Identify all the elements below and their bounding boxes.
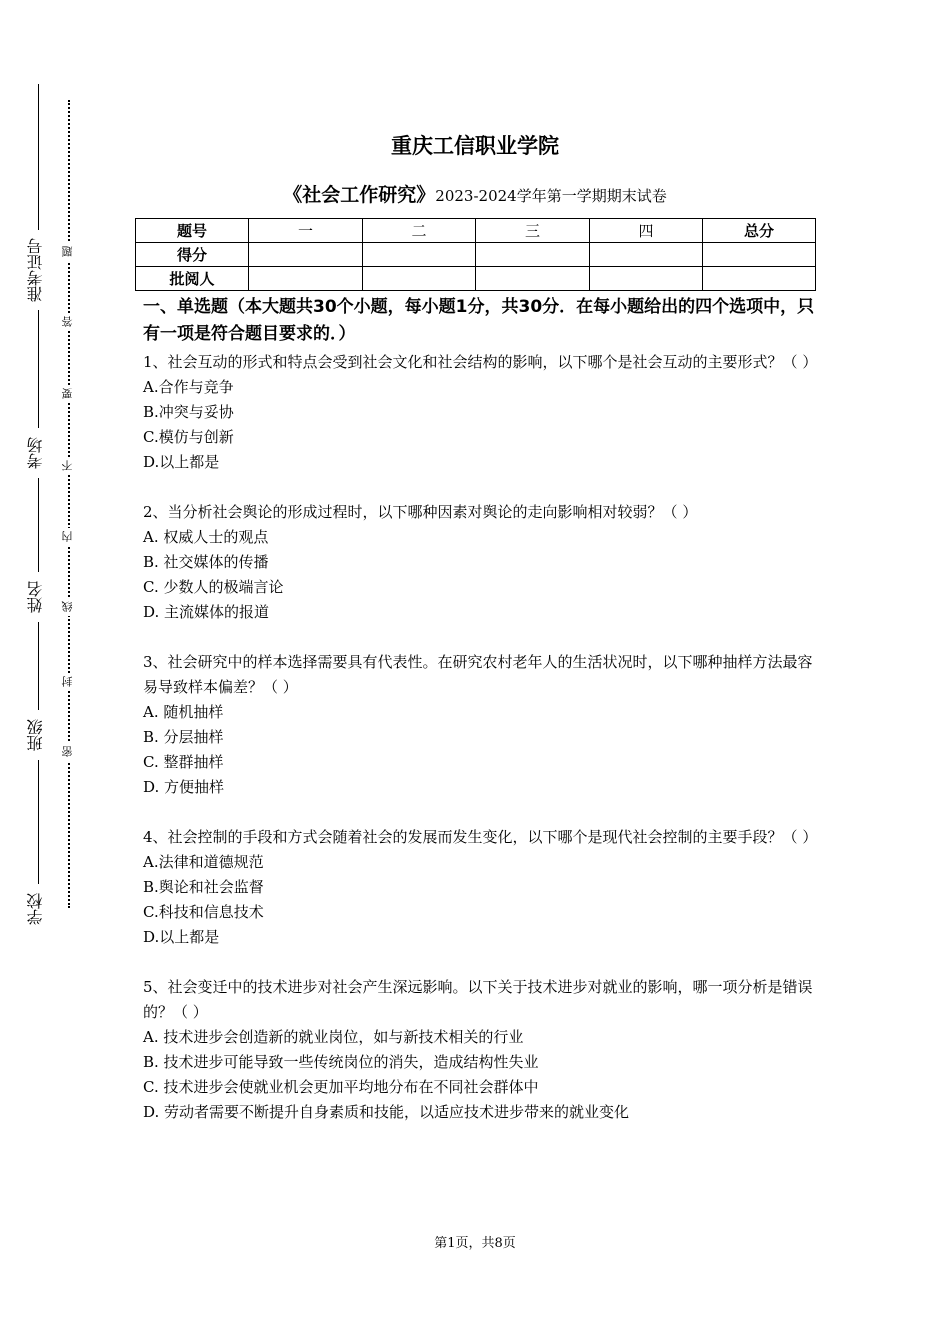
question-option[interactable]: B.冲突与妥协 <box>143 403 234 421</box>
course-name: 《社会工作研究》 <box>283 184 436 206</box>
seal-char-xian: 线 <box>59 598 77 616</box>
score-cell[interactable] <box>249 267 363 291</box>
question-stem: 4、社会控制的手段和方式会随着社会的发展而发生变化，以下哪个是现代社会控制的主要手段？（ ） <box>143 828 818 846</box>
question-option[interactable]: D. 劳动者需要不断提升自身素质和技能，以适应技术进步带来的就业变化 <box>143 1103 630 1121</box>
score-cell[interactable] <box>363 267 476 291</box>
question-option[interactable]: C. 整群抽样 <box>143 753 224 771</box>
score-cell[interactable] <box>363 243 476 267</box>
seal-char-bu: 不 <box>59 457 77 475</box>
score-cell[interactable] <box>703 243 816 267</box>
seal-char-feng: 封 <box>59 673 77 691</box>
seal-char-mi: 密 <box>59 743 77 761</box>
exam-title <box>0 180 950 207</box>
question-stem: 1、社会互动的形式和特点会受到社会文化和社会结构的影响，以下哪个是社会互动的主要形式？（ ） <box>143 353 818 371</box>
score-col-header: 四 <box>590 219 703 243</box>
question-stem: 3、社会研究中的样本选择需要具有代表性。在研究农村老年人的生活状况时，以下哪种抽样方法最容易导致样本偏差？（ ） <box>143 653 813 696</box>
field-school-label: 学校 <box>16 884 56 934</box>
question-option[interactable]: D. 主流媒体的报道 <box>143 603 270 621</box>
score-col-header: 题号 <box>136 219 249 243</box>
question-option[interactable]: B. 技术进步可能导致一些传统岗位的消失，造成结构性失业 <box>143 1053 539 1071</box>
score-cell[interactable] <box>703 267 816 291</box>
question-option[interactable]: B. 社交媒体的传播 <box>143 553 269 571</box>
question-option[interactable]: A. 权威人士的观点 <box>143 528 269 546</box>
question-1 <box>143 350 818 475</box>
score-cell[interactable] <box>476 267 590 291</box>
question-option[interactable]: A. 技术进步会创造新的就业岗位，如与新技术相关的行业 <box>143 1028 524 1046</box>
score-cell[interactable] <box>590 243 703 267</box>
question-2 <box>143 500 815 625</box>
exam-term: 2023-2024学年第一学期期末试卷 <box>435 187 667 205</box>
score-table-row <box>136 243 816 267</box>
question-stem: 5、社会变迁中的技术进步对社会产生深远影响。以下关于技术进步对就业的影响，哪一项分析是错误的？（ ） <box>143 978 813 1021</box>
page-number: 第1页，共8页 <box>434 1236 516 1251</box>
score-table-header-row <box>136 219 816 243</box>
question-option[interactable]: A. 随机抽样 <box>143 703 224 721</box>
field-class-label: 班级 <box>16 710 56 760</box>
score-row-label: 批阅人 <box>136 267 249 291</box>
binding-solid-line <box>38 84 39 922</box>
binding-dotted-line <box>68 100 70 908</box>
question-option[interactable]: A.合作与竞争 <box>143 378 234 396</box>
score-col-header: 二 <box>363 219 476 243</box>
field-name-label: 姓名 <box>16 572 56 622</box>
question-option[interactable]: A.法律和道德规范 <box>143 853 264 871</box>
score-cell[interactable] <box>476 243 590 267</box>
question-option[interactable]: C. 技术进步会使就业机会更加平均地分布在不同社会群体中 <box>143 1078 539 1096</box>
score-col-header: 总分 <box>703 219 816 243</box>
question-option[interactable]: B.舆论和社会监督 <box>143 878 264 896</box>
score-col-header: 三 <box>476 219 590 243</box>
score-table <box>135 218 816 291</box>
section-title: 一、单选题（本大题共30个小题，每小题1分，共30分．在每小题给出的四个选项中，只有一项是符合题目要求的．） <box>143 297 815 344</box>
field-exam-room-label: 考场 <box>16 428 56 478</box>
field-admission-number-label: 准考证号 <box>16 230 56 310</box>
question-option[interactable]: C. 少数人的极端言论 <box>143 578 284 596</box>
question-option[interactable]: D. 方便抽样 <box>143 778 225 796</box>
seal-char-nei: 内 <box>59 528 77 546</box>
score-table-row <box>136 267 816 291</box>
question-3 <box>143 650 815 800</box>
school-name: 重庆工信职业学院 <box>391 134 559 158</box>
seal-char-ti: 题 <box>59 243 77 261</box>
question-option[interactable]: B. 分层抽样 <box>143 728 224 746</box>
score-col-header: 一 <box>249 219 363 243</box>
question-content <box>143 294 818 1150</box>
score-cell[interactable] <box>590 267 703 291</box>
question-option[interactable]: D.以上都是 <box>143 453 220 471</box>
question-option[interactable]: C.科技和信息技术 <box>143 903 264 921</box>
score-row-label: 得分 <box>136 243 249 267</box>
question-5 <box>143 975 815 1125</box>
question-option[interactable]: D.以上都是 <box>143 928 220 946</box>
seal-char-da: 答 <box>59 313 77 331</box>
question-4 <box>143 825 818 950</box>
question-stem: 2、当分析社会舆论的形成过程时，以下哪种因素对舆论的走向影响相对较弱？（ ） <box>143 503 698 521</box>
seal-char-yao: 要 <box>59 385 77 403</box>
score-cell[interactable] <box>249 243 363 267</box>
question-option[interactable]: C.模仿与创新 <box>143 428 234 446</box>
